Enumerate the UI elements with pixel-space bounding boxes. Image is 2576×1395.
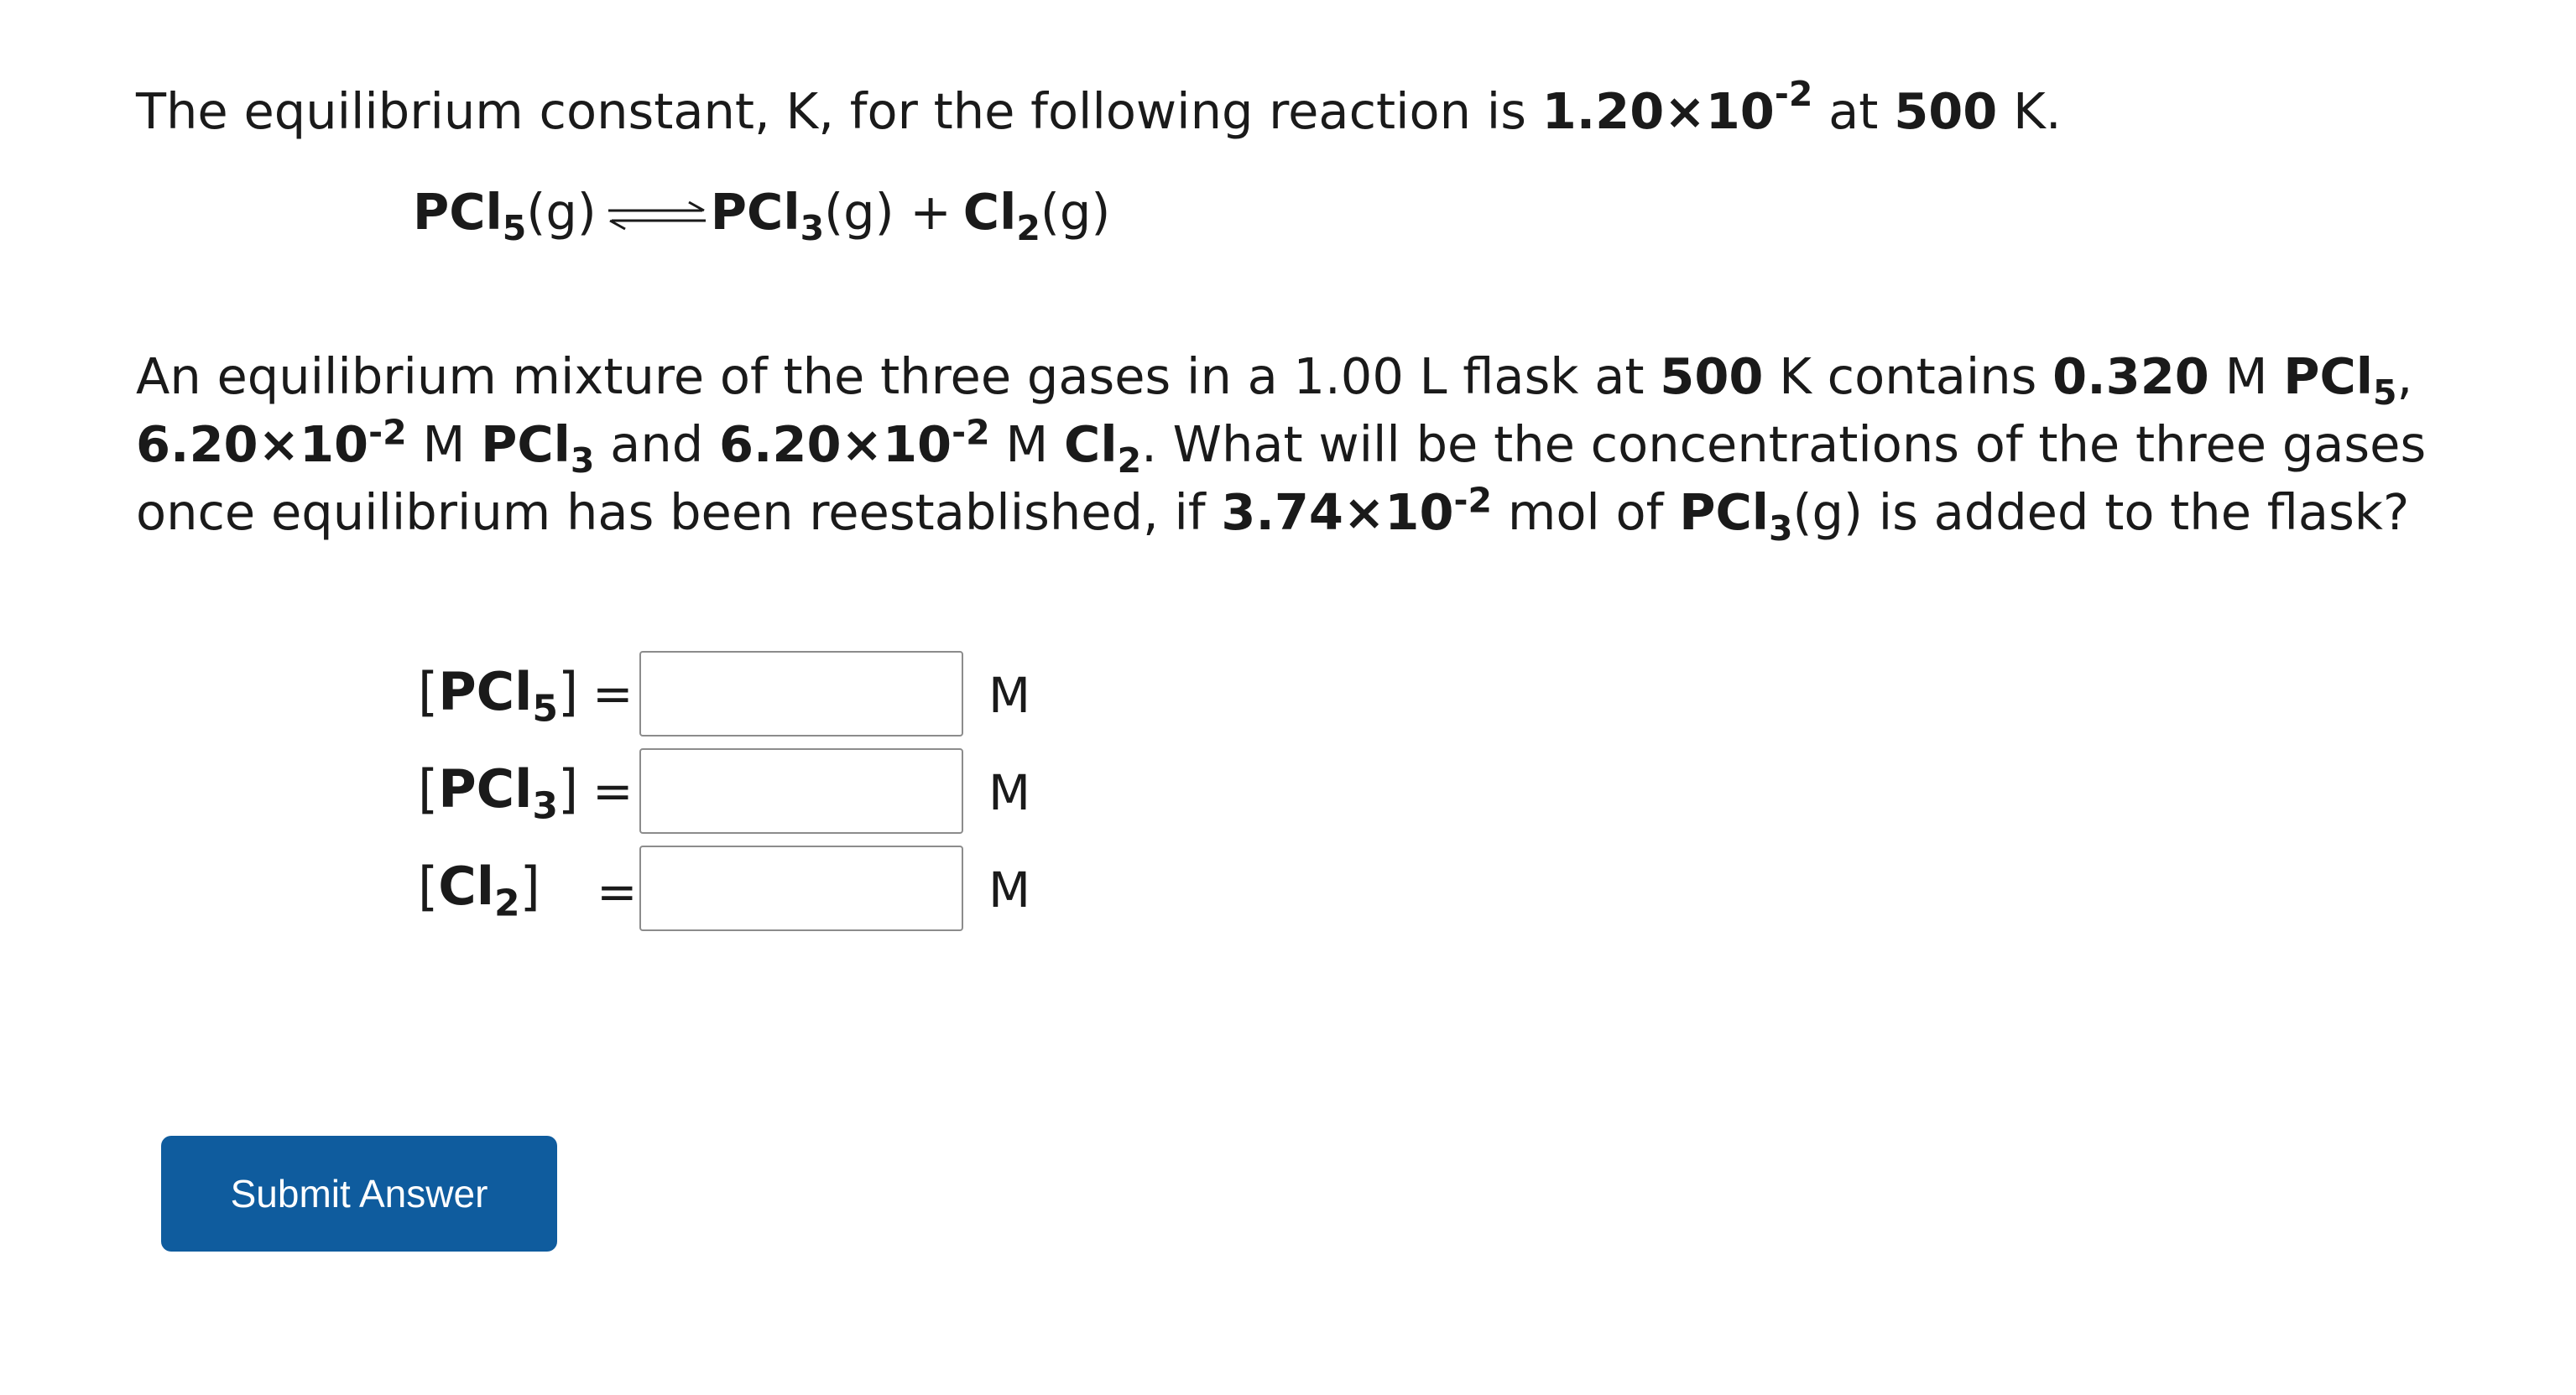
cl2-answer-input[interactable] [639,846,963,931]
added-amount: $3.74\times 10^{-2}$ [1221,480,1493,541]
product1-state: (g) + [824,183,952,241]
pcl3-answer-input[interactable] [639,748,963,834]
pcl3-concentration: $6.20\times 10^{-2}$ [136,412,407,473]
product2-formula: $Cl_2$ [962,183,1040,248]
at-text: at [1828,82,1879,140]
pcl5-answer-input[interactable] [639,651,963,737]
temperature-value: 500 [1894,82,1998,140]
product1-formula: PCl$_3$ [710,183,825,248]
unit-label: M [988,667,1031,724]
intro-text: The equilibrium constant, K, for the following reaction is [136,82,1526,140]
problem-paragraph: An equilibrium mixture of the three gases in a 1.00 L flask at 500 K contains 0.320 M PCl$_5$, $6.20\times 10^{-2}$ M PCl$_3$ and $6.20\times 10^{-2}$ M $Cl_2$. What will be the concentrations of the three gases once equilibrium has been reestablished, if $3.74\times 10^{-2}$ mol of PCl$_3$(g) is added to the flask? [136,347,2427,549]
cl2-concentration: $6.20\times 10^{-2}$ [718,412,990,473]
paragraph-temperature: 500 [1660,347,1764,405]
pcl5-formula: PCl$_5$ [2283,347,2397,413]
reaction-equation [413,178,1110,247]
unit-label: M [988,861,1031,919]
equals-sign: = [597,863,638,920]
temperature-unit: K. [2013,82,2062,140]
pcl5-answer-label: [PCl$_5$] [418,661,579,731]
submit-answer-button[interactable]: Submit Answer [161,1136,557,1252]
reactant-formula: PCl$_5$ [413,183,527,248]
pcl5-concentration: 0.320 [2052,347,2209,405]
reactant-state: (g) [526,183,597,241]
pcl3-formula: PCl$_3$ [481,415,595,481]
cl2-answer-label: $[Cl_2]$ [418,856,540,925]
product2-state: (g) [1040,183,1111,241]
added-species-formula: PCl$_3$ [1679,483,1793,549]
equilibrium-arrow-icon [605,199,709,232]
k-value: $1.20\times 10^{-2}$ [1541,74,1813,140]
equals-sign: = [592,763,634,820]
cl2-formula: $Cl_2$ [1064,415,1142,481]
equals-sign: = [592,665,634,722]
unit-label: M [988,764,1031,821]
pcl3-answer-label: [PCl$_3$] [418,758,579,828]
question-intro [136,74,2485,146]
